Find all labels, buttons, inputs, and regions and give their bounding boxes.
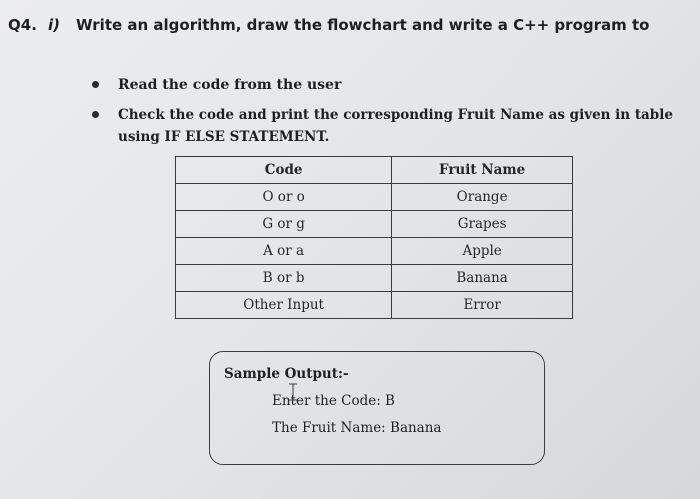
instruction-list bbox=[92, 74, 678, 156]
cell-fruit: Grapes bbox=[392, 211, 573, 238]
cell-fruit: Orange bbox=[392, 184, 573, 211]
table-row bbox=[176, 265, 573, 292]
table-row bbox=[176, 184, 573, 211]
bullet-icon bbox=[92, 111, 99, 118]
cell-code: A or a bbox=[176, 238, 392, 265]
table-row bbox=[176, 211, 573, 238]
bullet-text-check: Check the code and print the corresponding Fruit Name as given in table using IF ELSE STATEMENT. bbox=[118, 107, 673, 145]
list-item bbox=[92, 74, 678, 96]
bullet-text-read: Read the code from the user bbox=[118, 77, 342, 93]
cell-fruit: Error bbox=[392, 292, 573, 319]
list-item bbox=[92, 104, 678, 148]
fruit-code-table bbox=[175, 156, 573, 319]
header-fruit-name: Fruit Name bbox=[392, 157, 573, 184]
cell-fruit: Banana bbox=[392, 265, 573, 292]
cell-code: Other Input bbox=[176, 292, 392, 319]
cell-code: G or g bbox=[176, 211, 392, 238]
cell-code: O or o bbox=[176, 184, 392, 211]
sample-output-title: Sample Output:- bbox=[224, 366, 349, 382]
cell-code: B or b bbox=[176, 265, 392, 292]
question-number: Q4. bbox=[8, 16, 37, 34]
header-code: Code bbox=[176, 157, 392, 184]
question-sub-label: i) bbox=[48, 16, 60, 34]
question-heading bbox=[8, 16, 649, 34]
table-row bbox=[176, 292, 573, 319]
sample-output-box bbox=[209, 351, 545, 465]
sample-output-line-prompt: Enter the Code: B bbox=[272, 393, 395, 409]
table-row bbox=[176, 238, 573, 265]
table-header-row bbox=[176, 157, 573, 184]
sample-output-line-result: The Fruit Name: Banana bbox=[272, 420, 442, 436]
text-cursor-icon bbox=[288, 383, 298, 401]
question-text: Write an algorithm, draw the flowchart and write a C++ program to bbox=[76, 16, 650, 34]
bullet-icon bbox=[92, 81, 99, 88]
cell-fruit: Apple bbox=[392, 238, 573, 265]
